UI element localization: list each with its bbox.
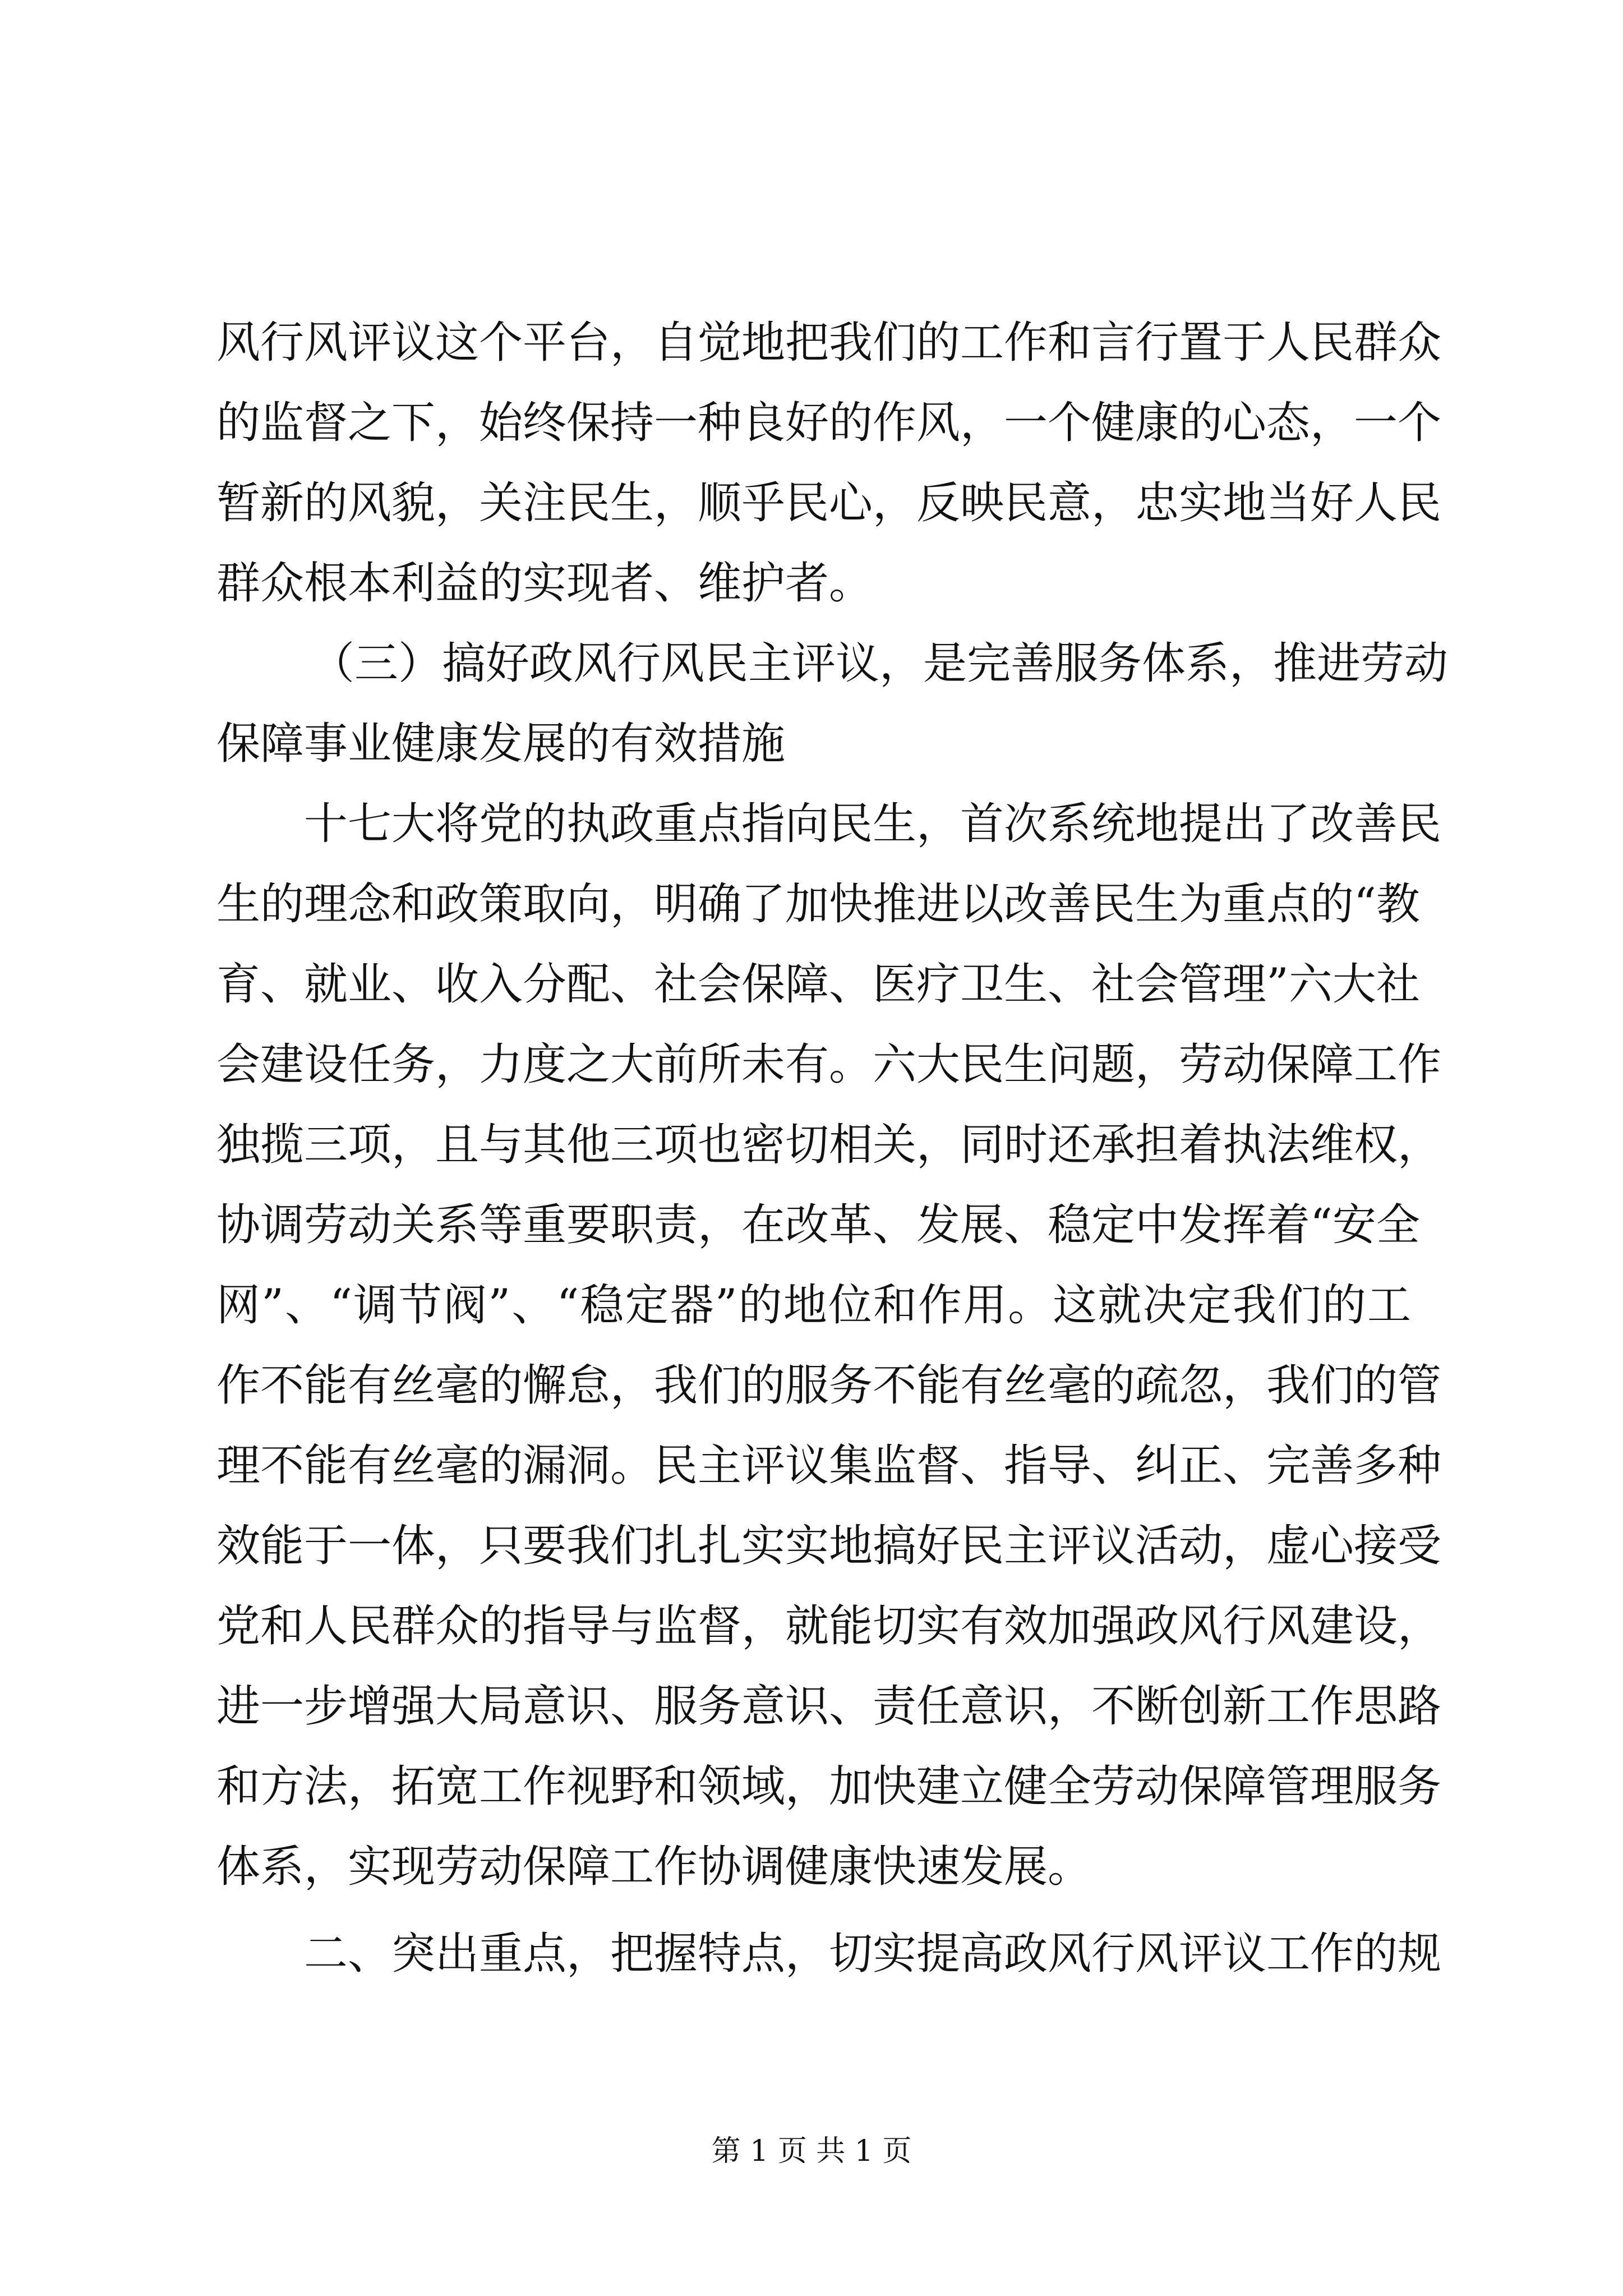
text-line-21: 二、突出重点，把握特点，切实提高政风行风评议工作的规 xyxy=(304,1929,1442,1979)
text-line-14: 作不能有丝毫的懈怠，我们的服务不能有丝毫的疏忽，我们的管 xyxy=(216,1360,1442,1411)
text-line-16: 效能于一体，只要我们扎扎实实地搞好民主评议活动，虚心接受 xyxy=(216,1521,1442,1571)
document-body xyxy=(216,303,1449,1994)
page-number-label: 第 1 页 共 1 页 xyxy=(711,2134,912,2168)
text-line-11: 独揽三项，且与其他三项也密切相关，同时还承担着执法维权， xyxy=(216,1120,1442,1170)
text-line-18: 进一步增强大局意识、服务意识、责任意识，不断创新工作思路 xyxy=(216,1681,1442,1732)
text-line-5: （三）搞好政风行风民主评议，是完善服务体系，推进劳动 xyxy=(311,638,1449,689)
text-line-12: 协调劳动关系等重要职责，在改革、发展、稳定中发挥着“安全 xyxy=(216,1200,1420,1250)
text-line-10: 会建设任务，力度之大前所未有。六大民生问题，劳动保障工作 xyxy=(216,1039,1442,1090)
text-line-8: 生的理念和政策取向，明确了加快推进以改善民生为重点的“教 xyxy=(216,879,1420,930)
text-line-7: 十七大将党的执政重点指向民生，首次系统地提出了改善民 xyxy=(304,799,1442,849)
text-line-4: 群众根本利益的实现者、维护者。 xyxy=(216,558,873,609)
text-line-2: 的监督之下，始终保持一种良好的作风，一个健康的心态，一个 xyxy=(216,398,1442,448)
text-line-13: 网”、“调节阀”、“稳定器”的地位和作用。这就决定我们的工 xyxy=(216,1280,1411,1331)
text-line-3: 暂新的风貌，关注民生，顺乎民心，反映民意，忠实地当好人民 xyxy=(216,478,1442,528)
text-line-19: 和方法，拓宽工作视野和领域，加快建立健全劳动保障管理服务 xyxy=(216,1761,1442,1812)
text-line-15: 理不能有丝毫的漏洞。民主评议集监督、指导、纠正、完善多种 xyxy=(216,1441,1442,1491)
text-line-20: 体系，实现劳动保障工作协调健康快速发展。 xyxy=(216,1842,1092,1892)
page-footer xyxy=(0,2132,1623,2171)
text-line-9: 育、就业、收入分配、社会保障、医疗卫生、社会管理”六大社 xyxy=(216,959,1420,1010)
text-line-1: 风行风评议这个平台，自觉地把我们的工作和言行置于人民群众 xyxy=(216,318,1442,368)
text-line-17: 党和人民群众的指导与监督，就能切实有效加强政风行风建设， xyxy=(216,1601,1442,1651)
text-line-6: 保障事业健康发展的有效措施 xyxy=(216,719,786,769)
